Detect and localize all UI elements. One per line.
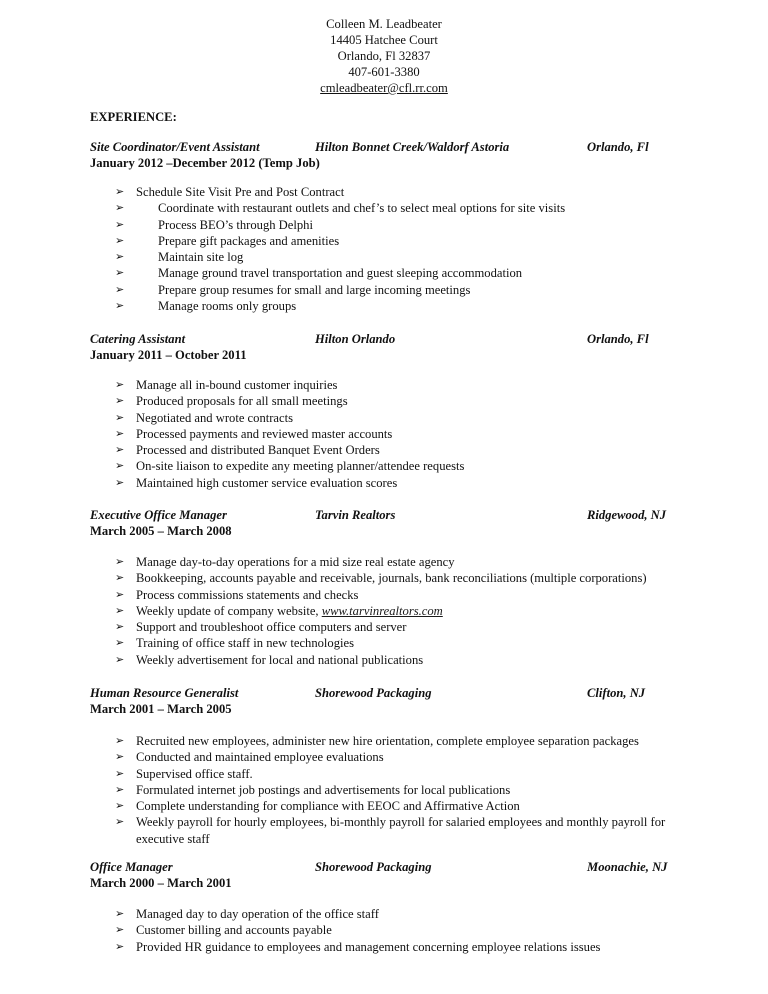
job-title: Office Manager bbox=[90, 860, 173, 874]
job-title: Executive Office Manager bbox=[90, 508, 227, 522]
job-company: Shorewood Packaging bbox=[315, 860, 432, 874]
list-item: ➢ Recruited new employees, administer new hire orientation, complete employee separation packages bbox=[115, 734, 639, 748]
list-item: ➢ Weekly payroll for hourly employees, bi-monthly payroll for salaried employees and monthly payroll for executive staff bbox=[115, 815, 666, 846]
phone-number: 407-601-3380 bbox=[348, 65, 420, 79]
arrow-bullet-icon: ➢ bbox=[115, 571, 125, 585]
job-header bbox=[90, 139, 710, 155]
list-item: ➢ Maintain site log bbox=[115, 250, 244, 265]
duties-list bbox=[90, 377, 710, 491]
list-item: ➢ Customer billing and accounts payable bbox=[115, 923, 332, 938]
arrow-bullet-icon: ➢ bbox=[115, 782, 125, 796]
arrow-bullet-icon: ➢ bbox=[115, 233, 125, 247]
job-location: Moonachie, NJ bbox=[587, 860, 668, 874]
arrow-bullet-icon: ➢ bbox=[115, 766, 125, 780]
list-item: ➢ Supervised office staff. bbox=[115, 766, 253, 781]
arrow-bullet-icon: ➢ bbox=[115, 555, 125, 568]
list-item: ➢ Manage ground travel transportation and guest sleeping accommodation bbox=[115, 266, 523, 281]
street-address: 14405 Hatchee Court bbox=[330, 33, 438, 47]
list-item: ➢ Coordinate with restaurant outlets and chef’s to select meal options for site visits bbox=[115, 201, 566, 216]
arrow-bullet-icon: ➢ bbox=[115, 394, 125, 408]
company-website-link[interactable]: www.tarvinrealtors.com bbox=[321, 603, 443, 618]
list-item: ➢ Manage all in-bound customer inquiries bbox=[115, 378, 338, 392]
arrow-bullet-icon: ➢ bbox=[115, 266, 125, 280]
job-header bbox=[90, 331, 710, 347]
list-item: ➢ Processed payments and reviewed master accounts bbox=[115, 426, 393, 441]
list-item: ➢ Provided HR guidance to employees and management concerning employee relations issues bbox=[115, 939, 601, 954]
duties-list bbox=[90, 906, 710, 955]
arrow-bullet-icon: ➢ bbox=[115, 185, 125, 198]
arrow-bullet-icon: ➢ bbox=[115, 587, 125, 601]
list-item: ➢ Complete understanding for compliance with EEOC and Affirmative Action bbox=[115, 799, 520, 814]
arrow-bullet-icon: ➢ bbox=[115, 250, 125, 264]
arrow-bullet-icon: ➢ bbox=[115, 475, 125, 489]
arrow-bullet-icon: ➢ bbox=[115, 459, 125, 473]
list-item: ➢ Conducted and maintained employee evaluations bbox=[115, 750, 384, 765]
list-item: ➢ Process commissions statements and checks bbox=[115, 587, 359, 602]
list-item: ➢ Training of office staff in new technologies bbox=[115, 636, 355, 651]
job-location: Orlando, Fl bbox=[587, 140, 649, 154]
section-title-experience: EXPERIENCE: bbox=[90, 110, 177, 124]
list-item: ➢ Schedule Site Visit Pre and Post Contract bbox=[115, 185, 345, 199]
arrow-bullet-icon: ➢ bbox=[115, 443, 125, 457]
job-title: Human Resource Generalist bbox=[90, 686, 239, 700]
job-company: Tarvin Realtors bbox=[315, 508, 396, 522]
list-item: ➢ Managed day to day operation of the office staff bbox=[115, 907, 379, 921]
list-item: ➢ Process BEO’s through Delphi bbox=[115, 217, 313, 232]
list-item: ➢ Prepare group resumes for small and large incoming meetings bbox=[115, 282, 471, 297]
arrow-bullet-icon: ➢ bbox=[115, 652, 125, 666]
list-item: ➢ Bookkeeping, accounts payable and receivable, journals, bank reconciliations (multiple corporations) bbox=[115, 571, 647, 586]
list-item: ➢ Weekly update of company website, www.tarvinrealtors.com bbox=[115, 603, 443, 618]
email-link[interactable]: cmleadbeater@cfl.rr.com bbox=[320, 81, 448, 95]
job-company: Hilton Orlando bbox=[315, 332, 396, 346]
arrow-bullet-icon: ➢ bbox=[115, 410, 125, 424]
job-entry bbox=[90, 139, 710, 314]
arrow-bullet-icon: ➢ bbox=[115, 299, 125, 313]
duties-list bbox=[90, 184, 710, 314]
list-item: ➢ Weekly advertisement for local and national publications bbox=[115, 652, 424, 667]
job-dates: March 2005 – March 2008 bbox=[90, 524, 232, 538]
arrow-bullet-icon: ➢ bbox=[115, 217, 125, 231]
list-item: ➢ Support and troubleshoot office computers and server bbox=[115, 620, 407, 635]
job-location: Orlando, Fl bbox=[587, 332, 649, 346]
arrow-bullet-icon: ➢ bbox=[115, 799, 125, 813]
applicant-name: Colleen M. Leadbeater bbox=[326, 17, 442, 31]
city-state-zip: Orlando, Fl 32837 bbox=[337, 49, 431, 63]
arrow-bullet-icon: ➢ bbox=[115, 923, 125, 937]
arrow-bullet-icon: ➢ bbox=[115, 636, 125, 650]
job-entry bbox=[90, 859, 710, 955]
job-dates: March 2001 – March 2005 bbox=[90, 702, 232, 716]
arrow-bullet-icon: ➢ bbox=[115, 282, 125, 296]
arrow-bullet-icon: ➢ bbox=[115, 939, 125, 953]
job-header bbox=[90, 685, 690, 701]
list-item: ➢ Manage rooms only groups bbox=[115, 299, 297, 314]
arrow-bullet-icon: ➢ bbox=[115, 426, 125, 440]
job-dates: March 2000 – March 2001 bbox=[90, 876, 232, 890]
job-entry bbox=[90, 331, 710, 491]
job-company: Shorewood Packaging bbox=[315, 686, 432, 700]
job-dates: January 2011 – October 2011 bbox=[90, 348, 247, 362]
arrow-bullet-icon: ➢ bbox=[115, 815, 125, 829]
arrow-bullet-icon: ➢ bbox=[115, 378, 125, 391]
list-item: ➢ Manage day-to-day operations for a mid size real estate agency bbox=[115, 555, 455, 569]
job-location: Ridgewood, NJ bbox=[587, 508, 667, 522]
list-item: ➢ Formulated internet job postings and advertisements for local publications bbox=[115, 782, 511, 797]
job-title: Site Coordinator/Event Assistant bbox=[90, 140, 260, 154]
contact-header bbox=[0, 16, 768, 96]
job-header bbox=[90, 859, 710, 875]
arrow-bullet-icon: ➢ bbox=[115, 907, 125, 920]
job-entry bbox=[90, 507, 710, 668]
list-item: ➢ Prepare gift packages and amenities bbox=[115, 233, 340, 248]
arrow-bullet-icon: ➢ bbox=[115, 734, 125, 747]
list-item: ➢ Maintained high customer service evaluation scores bbox=[115, 475, 398, 490]
job-dates: January 2012 –December 2012 (Temp Job) bbox=[90, 156, 320, 170]
arrow-bullet-icon: ➢ bbox=[115, 201, 125, 215]
arrow-bullet-icon: ➢ bbox=[115, 620, 125, 634]
arrow-bullet-icon: ➢ bbox=[115, 750, 125, 764]
job-entry bbox=[90, 685, 690, 847]
duties-list bbox=[90, 733, 690, 847]
list-item: ➢ Processed and distributed Banquet Event Orders bbox=[115, 443, 380, 458]
list-item: ➢ Negotiated and wrote contracts bbox=[115, 410, 294, 425]
arrow-bullet-icon: ➢ bbox=[115, 603, 125, 617]
job-header bbox=[90, 507, 710, 523]
job-title: Catering Assistant bbox=[90, 332, 186, 346]
job-company: Hilton Bonnet Creek/Waldorf Astoria bbox=[315, 140, 510, 154]
duties-list bbox=[90, 554, 710, 668]
list-item: ➢ On-site liaison to expedite any meeting planner/attendee requests bbox=[115, 459, 465, 474]
job-location: Clifton, NJ bbox=[587, 686, 646, 700]
list-item: ➢ Produced proposals for all small meetings bbox=[115, 394, 348, 409]
